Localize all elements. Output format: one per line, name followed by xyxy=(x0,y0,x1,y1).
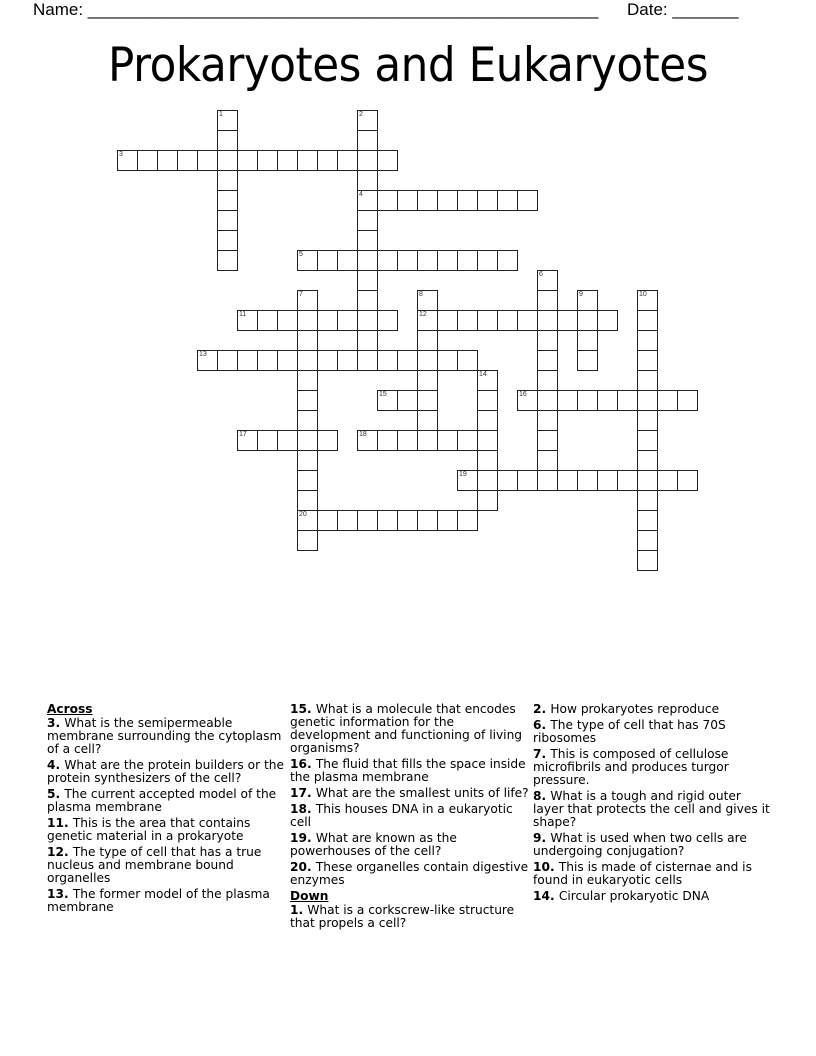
clue-text: The current accepted model of the plasma membrane xyxy=(47,787,277,814)
clue-text: What are the smallest units of life? xyxy=(315,786,529,800)
grid-cell[interactable] xyxy=(437,430,458,451)
clue-text: The type of cell that has a true nucleus and membrane bound organelles xyxy=(47,845,262,885)
grid-cell[interactable] xyxy=(457,190,478,211)
grid-cell[interactable] xyxy=(577,470,598,491)
clue-across-18 xyxy=(290,803,530,829)
clue-number-label: 4 xyxy=(359,191,363,198)
grid-cell[interactable] xyxy=(197,350,218,371)
grid-cell[interactable] xyxy=(257,310,278,331)
clue-text: What is a molecule that encodes genetic information for the development and functioning of living organisms? xyxy=(290,702,523,755)
grid-cell[interactable] xyxy=(217,130,238,151)
clue-number: 11 xyxy=(47,816,64,830)
grid-cell[interactable] xyxy=(637,370,658,391)
grid-cell[interactable] xyxy=(257,430,278,451)
grid-cell[interactable] xyxy=(377,430,398,451)
clue-number: 20 xyxy=(290,860,307,874)
clue-number-label: 2 xyxy=(359,111,363,118)
grid-cell[interactable] xyxy=(377,150,398,171)
grid-cell[interactable] xyxy=(477,470,498,491)
grid-cell[interactable] xyxy=(357,310,378,331)
grid-cell[interactable] xyxy=(437,350,458,371)
grid-cell[interactable] xyxy=(317,510,338,531)
grid-cell[interactable] xyxy=(477,250,498,271)
clue-text: The type of cell that has 70S ribosomes xyxy=(533,718,726,745)
clues-column-1 xyxy=(47,703,287,917)
grid-cell[interactable] xyxy=(477,370,498,391)
grid-cell[interactable] xyxy=(237,150,258,171)
clue-number-label: 13 xyxy=(199,351,207,358)
clue-number: 17 xyxy=(290,786,307,800)
clue-number: 8 xyxy=(533,789,542,803)
grid-cell[interactable] xyxy=(297,390,318,411)
grid-cell[interactable] xyxy=(557,390,578,411)
clues-column-3 xyxy=(533,703,773,906)
clue-number-dot: . xyxy=(549,889,559,903)
clue-number-dot: . xyxy=(306,757,316,771)
clue-number-label: 8 xyxy=(419,291,423,298)
clue-number-label: 18 xyxy=(359,431,367,438)
grid-cell[interactable] xyxy=(157,150,178,171)
clue-text: This is made of cisternae and is found in eukaryotic cells xyxy=(533,860,752,887)
name-field[interactable]: Name: ______________________________________________________ xyxy=(33,0,599,19)
clue-down-7 xyxy=(533,748,773,787)
grid-cell[interactable] xyxy=(457,350,478,371)
grid-cell[interactable] xyxy=(617,390,638,411)
grid-cell[interactable] xyxy=(537,270,558,291)
grid-cell[interactable] xyxy=(277,430,298,451)
grid-cell[interactable] xyxy=(477,390,498,411)
down-heading: Down xyxy=(290,889,329,903)
clue-number-label: 17 xyxy=(239,431,247,438)
clue-text: The fluid that fills the space inside the plasma membrane xyxy=(290,757,526,784)
grid-cell[interactable] xyxy=(317,250,338,271)
grid-cell[interactable] xyxy=(657,390,678,411)
grid-cell[interactable] xyxy=(637,530,658,551)
clue-number-dot: . xyxy=(55,787,65,801)
grid-cell[interactable] xyxy=(537,410,558,431)
grid-cell[interactable] xyxy=(217,250,238,271)
grid-cell[interactable] xyxy=(637,450,658,471)
grid-cell[interactable] xyxy=(217,110,238,131)
clue-number: 7 xyxy=(533,747,542,761)
grid-cell[interactable] xyxy=(577,310,598,331)
grid-cell[interactable] xyxy=(637,330,658,351)
grid-cell[interactable] xyxy=(357,510,378,531)
clue-number-label: 9 xyxy=(579,291,583,298)
grid-cell[interactable] xyxy=(457,430,478,451)
clue-number-dot: . xyxy=(306,831,316,845)
clue-text: What is a tough and rigid outer layer that protects the cell and gives it shape? xyxy=(533,789,770,829)
clue-across-19 xyxy=(290,832,530,858)
grid-cell[interactable] xyxy=(477,430,498,451)
clue-number: 3 xyxy=(47,716,56,730)
clue-text: These organelles contain digestive enzymes xyxy=(290,860,529,887)
grid-cell[interactable] xyxy=(417,290,438,311)
clue-number-label: 6 xyxy=(539,271,543,278)
grid-cell[interactable] xyxy=(357,230,378,251)
clue-number-label: 19 xyxy=(459,471,467,478)
grid-cell[interactable] xyxy=(177,150,198,171)
grid-cell[interactable] xyxy=(417,510,438,531)
clue-number-label: 1 xyxy=(219,111,223,118)
grid-cell[interactable] xyxy=(597,310,618,331)
clue-number: 13 xyxy=(47,887,64,901)
grid-cell[interactable] xyxy=(497,470,518,491)
clue-text: This is composed of cellulose microfibrils and produces turgor pressure. xyxy=(533,747,729,787)
clue-number-label: 11 xyxy=(239,311,247,318)
clue-text: What are the protein builders or the protein synthesizers of the cell? xyxy=(47,758,284,785)
clue-text: What is a corkscrew-like structure that propels a cell? xyxy=(290,903,515,930)
clue-number-dot: . xyxy=(298,903,308,917)
clue-text: What is used when two cells are undergoing conjugation? xyxy=(533,831,747,858)
grid-cell[interactable] xyxy=(297,470,318,491)
grid-cell[interactable] xyxy=(377,510,398,531)
grid-cell[interactable] xyxy=(557,470,578,491)
grid-cell[interactable] xyxy=(297,310,318,331)
grid-cell[interactable] xyxy=(297,430,318,451)
grid-cell[interactable] xyxy=(217,350,238,371)
grid-cell[interactable] xyxy=(537,330,558,351)
grid-cell[interactable] xyxy=(437,190,458,211)
clues-column-2 xyxy=(290,703,530,933)
clue-across-5 xyxy=(47,788,287,814)
grid-cell[interactable] xyxy=(537,430,558,451)
clue-text: How prokaryotes reproduce xyxy=(550,702,720,716)
clue-number: 19 xyxy=(290,831,307,845)
grid-cell[interactable] xyxy=(217,230,238,251)
clue-across-20 xyxy=(290,861,530,887)
grid-cell[interactable] xyxy=(377,190,398,211)
grid-cell[interactable] xyxy=(137,150,158,171)
grid-cell[interactable] xyxy=(397,350,418,371)
grid-cell[interactable] xyxy=(557,310,578,331)
grid-cell[interactable] xyxy=(537,390,558,411)
grid-cell[interactable] xyxy=(397,190,418,211)
grid-cell[interactable] xyxy=(537,310,558,331)
grid-cell[interactable] xyxy=(417,370,438,391)
grid-cell[interactable] xyxy=(237,310,258,331)
clue-across-15 xyxy=(290,703,530,755)
grid-cell[interactable] xyxy=(277,150,298,171)
grid-cell[interactable] xyxy=(277,310,298,331)
clue-number: 15 xyxy=(290,702,307,716)
grid-cell[interactable] xyxy=(637,410,658,431)
grid-cell[interactable] xyxy=(637,310,658,331)
date-field[interactable]: Date: _______ xyxy=(627,0,739,19)
grid-cell[interactable] xyxy=(357,210,378,231)
grid-cell[interactable] xyxy=(537,370,558,391)
clue-number-label: 20 xyxy=(299,511,307,518)
clue-number-dot: . xyxy=(306,802,316,816)
grid-cell[interactable] xyxy=(277,350,298,371)
grid-cell[interactable] xyxy=(317,150,338,171)
grid-cell[interactable] xyxy=(337,510,358,531)
grid-cell[interactable] xyxy=(297,410,318,431)
grid-cell[interactable] xyxy=(417,410,438,431)
grid-cell[interactable] xyxy=(337,350,358,371)
grid-cell[interactable] xyxy=(537,350,558,371)
across-heading: Across xyxy=(47,702,93,716)
grid-cell[interactable] xyxy=(597,390,618,411)
grid-cell[interactable] xyxy=(217,170,238,191)
clue-number: 18 xyxy=(290,802,307,816)
grid-cell[interactable] xyxy=(357,150,378,171)
clue-number-label: 7 xyxy=(299,291,303,298)
clue-text: The former model of the plasma membrane xyxy=(47,887,270,914)
clue-number-dot: . xyxy=(55,716,65,730)
clue-number-label: 14 xyxy=(479,371,487,378)
clue-down-1 xyxy=(290,904,530,930)
grid-cell[interactable] xyxy=(477,190,498,211)
clue-down-8 xyxy=(533,790,773,829)
clue-number-label: 3 xyxy=(119,151,123,158)
clue-number: 2 xyxy=(533,702,542,716)
grid-cell[interactable] xyxy=(377,250,398,271)
grid-cell[interactable] xyxy=(317,430,338,451)
grid-cell[interactable] xyxy=(297,490,318,511)
clue-text: What are known as the powerhouses of the cell? xyxy=(290,831,457,858)
page-title: Prokaryotes and Eukaryotes xyxy=(107,38,709,93)
clue-text: What is the semipermeable membrane surrounding the cytoplasm of a cell? xyxy=(47,716,282,756)
grid-cell[interactable] xyxy=(517,310,538,331)
grid-cell[interactable] xyxy=(577,330,598,351)
grid-cell[interactable] xyxy=(577,290,598,311)
grid-cell[interactable] xyxy=(297,530,318,551)
grid-cell[interactable] xyxy=(297,450,318,471)
grid-cell[interactable] xyxy=(437,250,458,271)
grid-cell[interactable] xyxy=(357,190,378,211)
grid-cell[interactable] xyxy=(297,330,318,351)
grid-cell[interactable] xyxy=(677,470,698,491)
clue-number-dot: . xyxy=(541,831,551,845)
clue-across-4 xyxy=(47,759,287,785)
grid-cell[interactable] xyxy=(637,550,658,571)
grid-cell[interactable] xyxy=(357,110,378,131)
clue-number-dot: . xyxy=(541,789,551,803)
grid-cell[interactable] xyxy=(357,170,378,191)
grid-cell[interactable] xyxy=(577,390,598,411)
grid-cell[interactable] xyxy=(217,150,238,171)
grid-cell[interactable] xyxy=(637,390,658,411)
clue-number-label: 5 xyxy=(299,251,303,258)
clue-number-dot: . xyxy=(541,718,551,732)
grid-cell[interactable] xyxy=(637,470,658,491)
clue-down-10 xyxy=(533,861,773,887)
grid-cell[interactable] xyxy=(257,350,278,371)
grid-cell[interactable] xyxy=(637,350,658,371)
grid-cell[interactable] xyxy=(197,150,218,171)
grid-cell[interactable] xyxy=(337,250,358,271)
grid-cell[interactable] xyxy=(417,190,438,211)
clue-down-14 xyxy=(533,890,773,903)
grid-cell[interactable] xyxy=(637,290,658,311)
clue-number: 6 xyxy=(533,718,542,732)
grid-cell[interactable] xyxy=(297,370,318,391)
clue-across-11 xyxy=(47,817,287,843)
grid-cell[interactable] xyxy=(377,390,398,411)
grid-cell[interactable] xyxy=(537,470,558,491)
grid-cell[interactable] xyxy=(217,210,238,231)
grid-cell[interactable] xyxy=(517,390,538,411)
clue-text: This houses DNA in a eukaryotic cell xyxy=(290,802,513,829)
clue-number-dot: . xyxy=(63,887,73,901)
grid-cell[interactable] xyxy=(217,190,238,211)
clue-number-label: 16 xyxy=(519,391,527,398)
clue-number-dot: . xyxy=(55,758,65,772)
grid-cell[interactable] xyxy=(337,150,358,171)
grid-cell[interactable] xyxy=(337,310,358,331)
grid-cell[interactable] xyxy=(457,470,478,491)
clue-across-16 xyxy=(290,758,530,784)
clue-number: 14 xyxy=(533,889,550,903)
grid-cell[interactable] xyxy=(417,430,438,451)
clue-across-13 xyxy=(47,888,287,914)
grid-cell[interactable] xyxy=(417,310,438,331)
grid-cell[interactable] xyxy=(357,250,378,271)
clue-number: 4 xyxy=(47,758,56,772)
grid-cell[interactable] xyxy=(477,410,498,431)
grid-cell[interactable] xyxy=(417,330,438,351)
clue-number-dot: . xyxy=(306,860,316,874)
grid-cell[interactable] xyxy=(317,310,338,331)
clue-down-2 xyxy=(533,703,773,716)
clue-number-label: 12 xyxy=(419,311,427,318)
clue-down-9 xyxy=(533,832,773,858)
grid-cell[interactable] xyxy=(457,310,478,331)
grid-cell[interactable] xyxy=(617,470,638,491)
clue-number-dot: . xyxy=(541,702,551,716)
grid-cell[interactable] xyxy=(457,510,478,531)
clue-number: 9 xyxy=(533,831,542,845)
grid-cell[interactable] xyxy=(357,270,378,291)
grid-cell[interactable] xyxy=(477,310,498,331)
grid-cell[interactable] xyxy=(297,250,318,271)
grid-cell[interactable] xyxy=(297,350,318,371)
grid-cell[interactable] xyxy=(417,250,438,271)
grid-cell[interactable] xyxy=(357,350,378,371)
grid-cell[interactable] xyxy=(677,390,698,411)
clue-text: This is the area that contains genetic material in a prokaryote xyxy=(47,816,251,843)
grid-cell[interactable] xyxy=(577,350,598,371)
grid-cell[interactable] xyxy=(397,250,418,271)
grid-cell[interactable] xyxy=(517,190,538,211)
clue-number-dot: . xyxy=(63,845,73,859)
grid-cell[interactable] xyxy=(537,450,558,471)
grid-cell[interactable] xyxy=(397,390,418,411)
grid-cell[interactable] xyxy=(357,330,378,351)
clue-across-3 xyxy=(47,717,287,756)
clue-number-label: 15 xyxy=(379,391,387,398)
grid-cell[interactable] xyxy=(417,390,438,411)
clue-number: 12 xyxy=(47,845,64,859)
grid-cell[interactable] xyxy=(657,470,678,491)
grid-cell[interactable] xyxy=(297,290,318,311)
grid-cell[interactable] xyxy=(357,430,378,451)
grid-cell[interactable] xyxy=(637,430,658,451)
grid-cell[interactable] xyxy=(437,310,458,331)
grid-cell[interactable] xyxy=(497,190,518,211)
grid-cell[interactable] xyxy=(237,350,258,371)
grid-cell[interactable] xyxy=(637,510,658,531)
clue-number-dot: . xyxy=(63,816,73,830)
clue-across-17 xyxy=(290,787,530,800)
grid-cell[interactable] xyxy=(517,470,538,491)
grid-cell[interactable] xyxy=(597,470,618,491)
grid-cell[interactable] xyxy=(397,430,418,451)
clue-number-dot: . xyxy=(541,747,551,761)
clue-number-dot: . xyxy=(306,786,316,800)
grid-cell[interactable] xyxy=(397,510,418,531)
grid-cell[interactable] xyxy=(357,290,378,311)
clue-number-dot: . xyxy=(549,860,559,874)
grid-cell[interactable] xyxy=(497,250,518,271)
grid-cell[interactable] xyxy=(297,150,318,171)
clue-number: 1 xyxy=(290,903,299,917)
grid-cell[interactable] xyxy=(417,350,438,371)
grid-cell[interactable] xyxy=(457,250,478,271)
clue-number: 5 xyxy=(47,787,56,801)
grid-cell[interactable] xyxy=(297,510,318,531)
grid-cell[interactable] xyxy=(377,310,398,331)
clue-down-6 xyxy=(533,719,773,745)
clue-number: 16 xyxy=(290,757,307,771)
grid-cell[interactable] xyxy=(637,490,658,511)
grid-cell[interactable] xyxy=(497,310,518,331)
grid-cell[interactable] xyxy=(317,350,338,371)
grid-cell[interactable] xyxy=(357,130,378,151)
clue-across-12 xyxy=(47,846,287,885)
grid-cell[interactable] xyxy=(477,450,498,471)
grid-cell[interactable] xyxy=(117,150,138,171)
clue-text: Circular prokaryotic DNA xyxy=(558,889,710,903)
grid-cell[interactable] xyxy=(237,430,258,451)
clue-number-dot: . xyxy=(306,702,316,716)
grid-cell[interactable] xyxy=(477,490,498,511)
clue-number-label: 10 xyxy=(639,291,647,298)
grid-cell[interactable] xyxy=(377,350,398,371)
grid-cell[interactable] xyxy=(437,510,458,531)
clue-number: 10 xyxy=(533,860,550,874)
grid-cell[interactable] xyxy=(537,290,558,311)
grid-cell[interactable] xyxy=(257,150,278,171)
